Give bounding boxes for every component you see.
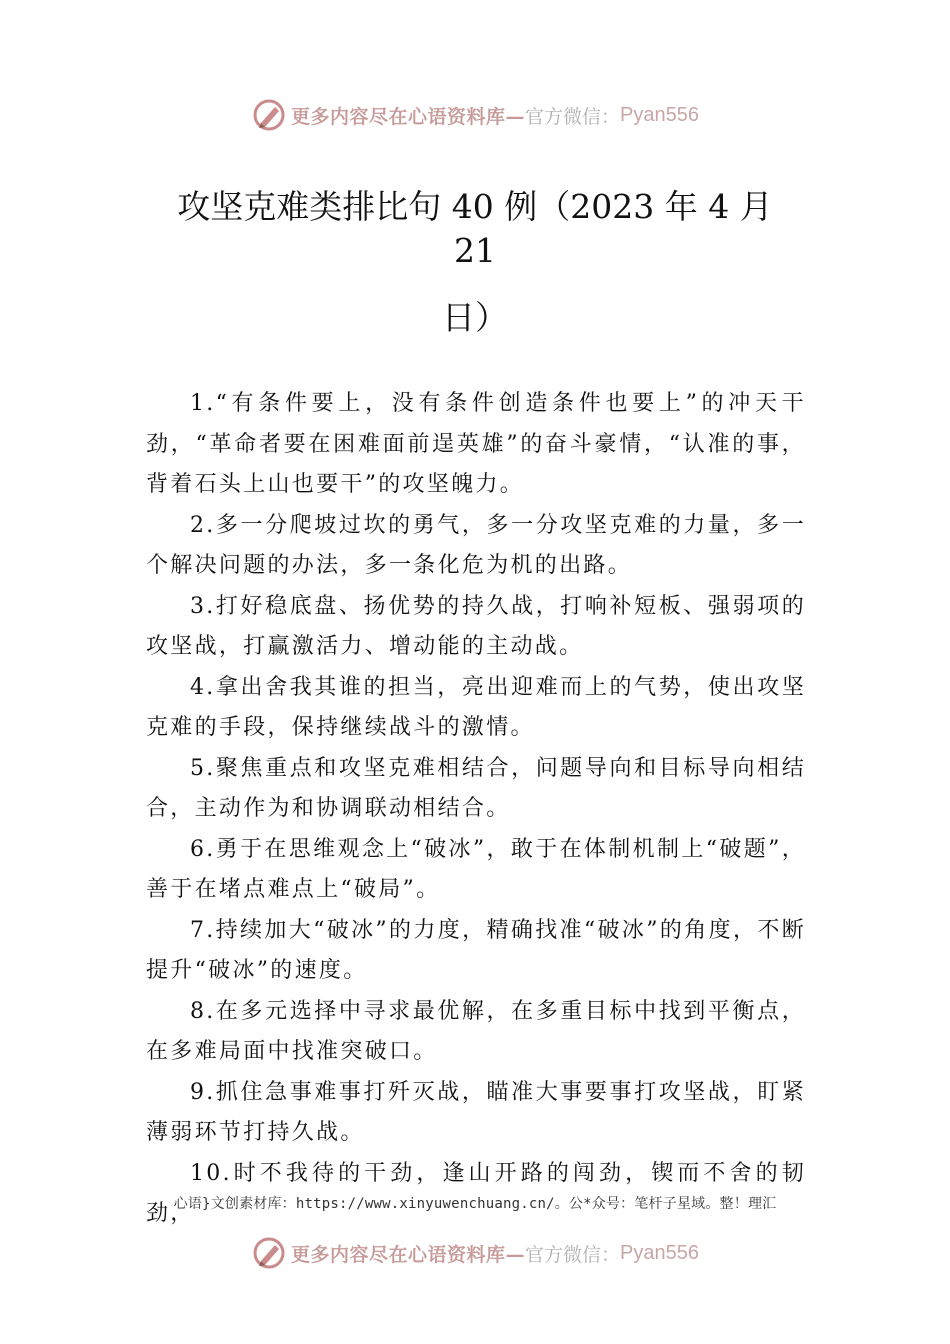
banner-wechat-label: 官方微信： bbox=[525, 106, 621, 128]
paragraph: 4.拿出舍我其谁的担当，亮出迎难而上的气势，使出攻坚克难的手段，保持继续战斗的激情。 bbox=[146, 674, 806, 740]
banner-text: 更多内容尽在心语资料库— bbox=[291, 1243, 526, 1266]
banner-text: 更多内容尽在心语资料库— bbox=[291, 105, 526, 128]
paragraph: 7.持续加大“破冰”的力度，精确找准“破冰”的角度，不断提升“破冰”的速度。 bbox=[146, 917, 806, 983]
paragraph: 6.勇于在思维观念上“破冰”，敢于在体制机制上“破题”，善于在堵点难点上“破局”。 bbox=[146, 836, 806, 902]
paragraph: 9.抓住急事难事打歼灭战，瞄准大事要事打攻坚战，盯紧薄弱环节打持久战。 bbox=[146, 1079, 806, 1145]
banner-wechat-id: Pyan556 bbox=[620, 1241, 699, 1264]
paragraph: 10.时不我待的干劲，逢山开路的闯劲，锲而不舍的韧劲， bbox=[146, 1160, 806, 1226]
document-body bbox=[146, 384, 806, 1235]
paragraph: 1.“有条件要上，没有条件创造条件也要上”的冲天干劲，“革命者要在困难面前逞英雄”的奋斗豪情，“认准的事，背着石头上山也要干”的攻坚魄力。 bbox=[146, 391, 806, 497]
banner-wechat-label: 官方微信： bbox=[525, 1244, 621, 1266]
document-title: 攻坚克难类排比句 40 例（2023 年 4 月 21 bbox=[177, 187, 773, 270]
pen-logo-icon bbox=[251, 97, 287, 133]
header-banner bbox=[0, 95, 950, 135]
pen-logo-icon bbox=[251, 1235, 287, 1271]
banner-wechat-id: Pyan556 bbox=[620, 103, 699, 126]
paragraph: 8.在多元选择中寻求最优解，在多重目标中找到平衡点，在多难局面中找准突破口。 bbox=[146, 998, 806, 1064]
footer-banner bbox=[0, 1233, 950, 1273]
source-note: 心语}文创素材库：https://www.xinyuwenchuang.cn/。公*众号：笔杆子星域。整！理汇 bbox=[173, 1196, 777, 1212]
paragraph: 2.多一分爬坡过坎的勇气，多一分攻坚克难的力量，多一个解决问题的办法，多一条化危为机的出路。 bbox=[146, 512, 806, 578]
paragraph: 3.打好稳底盘、扬优势的持久战，打响补短板、强弱项的攻坚战，打赢激活力、增动能的主动战。 bbox=[146, 593, 806, 659]
document-title-day: 日） bbox=[442, 298, 508, 337]
paragraph: 5.聚焦重点和攻坚克难相结合，问题导向和目标导向相结合，主动作为和协调联动相结合。 bbox=[146, 755, 806, 821]
